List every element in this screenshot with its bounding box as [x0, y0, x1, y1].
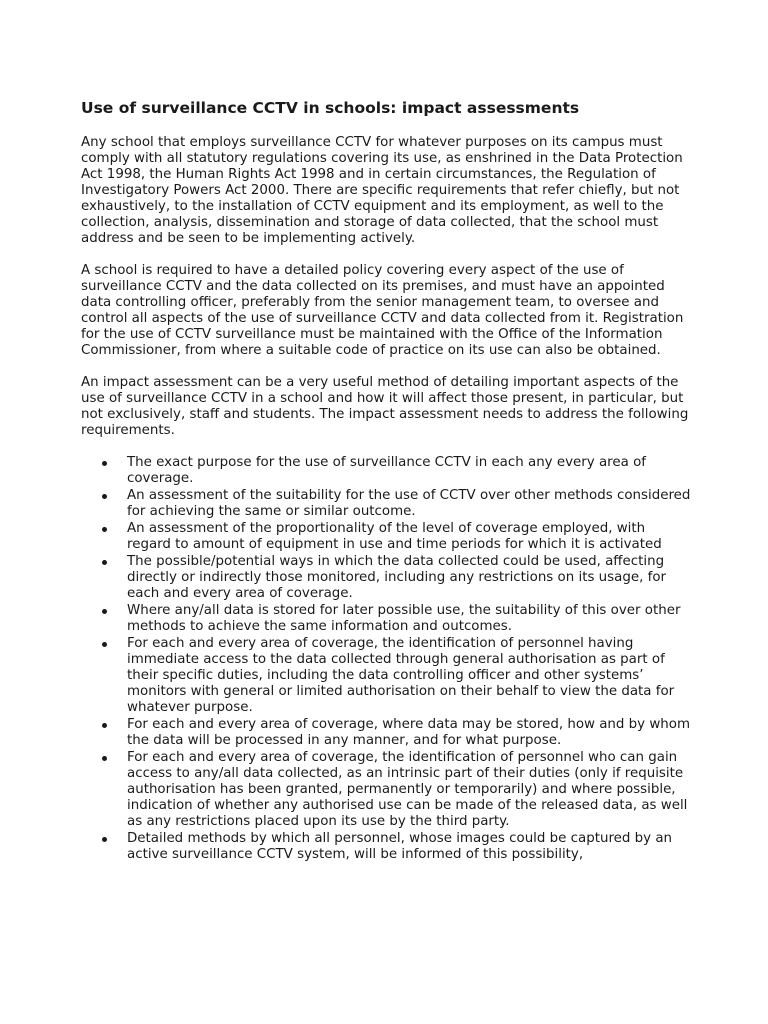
- list-item-text: The possible/potential ways in which the data collected could be used, affecting directly or indirectly those monitored, including any restrictions on its usage, for each and every area of coverage.: [127, 554, 667, 601]
- list-item-text: Where any/all data is stored for later possible use, the suitability of this over other methods to achieve the same information and outcomes.: [127, 603, 681, 634]
- list-item: [81, 554, 693, 602]
- list-item: [81, 455, 693, 487]
- bullet-icon: [102, 461, 107, 466]
- document-title: Use of surveillance CCTV in schools: impact assessments: [81, 99, 580, 117]
- list-item-text: An assessment of the proportionality of the level of coverage employed, with regard to amount of equipment in use and time periods for which it is activated: [127, 521, 662, 552]
- bullet-icon: [102, 723, 107, 728]
- requirements-list: [81, 455, 693, 863]
- list-item: [81, 717, 693, 749]
- list-item-text: For each and every area of coverage, the identification of personnel having immediate access to the data collected through general authorisation as part of their specific duties, including the data controlling officer and other systems’ monitors with general or limited authorisation on their behalf to view the data for whatever purpose.: [127, 636, 675, 715]
- bullet-icon: [102, 837, 107, 842]
- list-item: [81, 750, 693, 830]
- list-item-text: An assessment of the suitability for the use of CCTV over other methods considered for achieving the same or similar outcome.: [127, 488, 691, 519]
- list-item: [81, 488, 693, 520]
- list-item-text: For each and every area of coverage, the identification of personnel who can gain access to any/all data collected, as an intrinsic part of their duties (only if requisite authorisation has been granted, permanently or temporarily) and where possible, indication of whether any authorised use can be made of the released data, as well as any restrictions placed upon its use by the third party.: [127, 750, 688, 829]
- list-item-text: The exact purpose for the use of surveillance CCTV in each any every area of coverage.: [127, 455, 646, 486]
- bullet-icon: [102, 756, 107, 761]
- list-item: [81, 521, 693, 553]
- bullet-icon: [102, 494, 107, 499]
- list-item-text: For each and every area of coverage, where data may be stored, how and by whom the data will be processed in any manner, and for what purpose.: [127, 717, 691, 748]
- bullet-icon: [102, 527, 107, 532]
- paragraph-2: A school is required to have a detailed policy covering every aspect of the use of surveillance CCTV and the data collected on its premises, and must have an appointed data controlling officer, preferably from the senior management team, to oversee and control all aspects of the use of surveillance CCTV and data collected from it. Registration for the use of CCTV surveillance must be maintained with the Office of the Information Commissioner, from where a suitable code of practice on its use can also be obtained.: [81, 263, 684, 358]
- list-item: [81, 603, 693, 635]
- bullet-icon: [102, 560, 107, 565]
- bullet-icon: [102, 642, 107, 647]
- list-item-text: Detailed methods by which all personnel, whose images could be captured by an active surveillance CCTV system, will be informed of this possibility,: [127, 831, 673, 862]
- list-item: [81, 831, 693, 863]
- bullet-icon: [102, 609, 107, 614]
- document-page: [81, 98, 693, 864]
- paragraph-1: Any school that employs surveillance CCTV for whatever purposes on its campus must comply with all statutory regulations covering its use, as enshrined in the Data Protection Act 1998, the Human Rights Act 1998 and in certain circumstances, the Regulation of Investigatory Powers Act 2000. There are specific requirements that refer chiefly, but not exhaustively, to the installation of CCTV equipment and its employment, as well to the collection, analysis, dissemination and storage of data collected, that the school must address and be seen to be implementing actively.: [81, 135, 683, 246]
- paragraph-3: An impact assessment can be a very useful method of detailing important aspects of the use of surveillance CCTV in a school and how it will affect those present, in particular, but not exclusively, staff and students. The impact assessment needs to address the following requirements.: [81, 375, 689, 438]
- list-item: [81, 636, 693, 716]
